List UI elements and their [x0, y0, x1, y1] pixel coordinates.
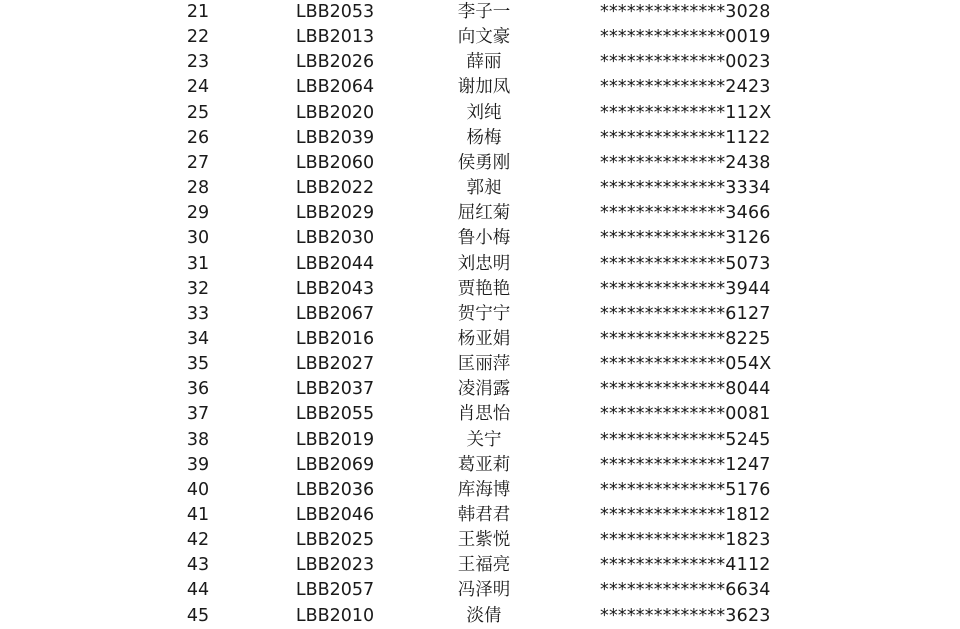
masked-id-card: **************3944 [600, 278, 771, 299]
student-name: 关宁 [466, 429, 502, 450]
student-id: LBB2013 [295, 27, 375, 48]
row-number: 26 [186, 127, 210, 148]
table-row [0, 478, 960, 503]
student-id: LBB2055 [295, 404, 375, 425]
masked-id-card: **************112X [600, 102, 772, 123]
table-row [0, 377, 960, 402]
student-id: LBB2067 [295, 303, 375, 324]
student-id: LBB2064 [295, 77, 375, 98]
student-id: LBB2037 [295, 379, 375, 400]
student-id: LBB2026 [295, 52, 375, 73]
masked-id-card: **************3126 [600, 228, 771, 249]
table-row [0, 0, 960, 25]
table-row [0, 101, 960, 126]
table-row [0, 176, 960, 201]
student-name: 王紫悦 [457, 530, 511, 551]
table-row [0, 201, 960, 226]
student-id: LBB2030 [295, 228, 375, 249]
student-id: LBB2044 [295, 253, 375, 274]
masked-id-card: **************3466 [600, 203, 771, 224]
student-name: 屈红菊 [457, 203, 511, 224]
student-name: 冯泽明 [457, 580, 511, 601]
row-number: 40 [186, 479, 210, 500]
masked-id-card: **************6127 [600, 303, 771, 324]
student-id: LBB2019 [295, 429, 375, 450]
row-number: 35 [186, 354, 210, 375]
row-number: 43 [186, 555, 210, 576]
student-name: 韩君君 [457, 505, 511, 525]
row-number: 33 [186, 303, 210, 324]
table-row [0, 75, 960, 100]
student-id: LBB2069 [295, 454, 375, 475]
student-name: 李子一 [457, 2, 511, 22]
student-name: 郭昶 [466, 178, 502, 199]
row-number: 42 [186, 530, 210, 551]
table-row [0, 352, 960, 377]
row-number: 22 [186, 27, 210, 48]
student-id: LBB2057 [295, 580, 375, 601]
student-name: 肖思怡 [457, 404, 511, 425]
masked-id-card: **************0081 [600, 404, 771, 425]
row-number: 31 [186, 253, 210, 274]
student-name: 刘纯 [466, 102, 502, 123]
row-number: 45 [186, 605, 210, 626]
masked-id-card: **************5176 [600, 479, 771, 500]
row-number: 24 [186, 77, 210, 98]
row-number: 21 [186, 2, 210, 22]
student-id: LBB2046 [295, 505, 375, 525]
table-row [0, 327, 960, 352]
student-name: 王福亮 [457, 555, 511, 576]
table-row [0, 226, 960, 251]
student-name: 淡倩 [466, 605, 502, 626]
student-name: 向文豪 [457, 27, 511, 48]
student-name: 侯勇刚 [457, 152, 511, 173]
row-number: 30 [186, 228, 210, 249]
row-number: 38 [186, 429, 210, 450]
table-row [0, 277, 960, 302]
masked-id-card: **************1247 [600, 454, 771, 475]
masked-id-card: **************3334 [600, 178, 771, 199]
student-name: 杨亚娟 [457, 328, 511, 349]
student-id: LBB2027 [295, 354, 375, 375]
student-name: 凌涓露 [457, 379, 511, 400]
table-row [0, 151, 960, 176]
table-row [0, 453, 960, 478]
student-id: LBB2010 [295, 605, 375, 626]
student-name: 匡丽萍 [457, 354, 511, 375]
masked-id-card: **************054X [600, 354, 772, 375]
table-row [0, 25, 960, 50]
student-id: LBB2053 [295, 2, 375, 22]
table-row [0, 252, 960, 277]
row-number: 34 [186, 328, 210, 349]
masked-id-card: **************5073 [600, 253, 771, 274]
table-row [0, 302, 960, 327]
student-id: LBB2020 [295, 102, 375, 123]
student-id: LBB2016 [295, 328, 375, 349]
student-id: LBB2025 [295, 530, 375, 551]
table-row [0, 604, 960, 629]
masked-id-card: **************0023 [600, 52, 771, 73]
student-id: LBB2029 [295, 203, 375, 224]
student-name: 谢加凤 [457, 77, 511, 98]
row-number: 23 [186, 52, 210, 73]
student-id: LBB2060 [295, 152, 375, 173]
row-number: 39 [186, 454, 210, 475]
masked-id-card: **************2423 [600, 77, 771, 98]
table-row [0, 503, 960, 528]
row-number: 29 [186, 203, 210, 224]
student-name: 葛亚莉 [457, 454, 511, 475]
student-name: 贺宁宁 [457, 303, 511, 324]
student-id: LBB2039 [295, 127, 375, 148]
masked-id-card: **************3623 [600, 605, 771, 626]
row-number: 27 [186, 152, 210, 173]
masked-id-card: **************6634 [600, 580, 771, 601]
table-row [0, 402, 960, 427]
masked-id-card: **************3028 [600, 2, 771, 22]
row-number: 28 [186, 178, 210, 199]
student-id: LBB2043 [295, 278, 375, 299]
table-row [0, 578, 960, 603]
masked-id-card: **************1823 [600, 530, 771, 551]
masked-id-card: **************1812 [600, 505, 771, 525]
row-number: 41 [186, 505, 210, 525]
masked-id-card: **************0019 [600, 27, 771, 48]
masked-id-card: **************5245 [600, 429, 771, 450]
masked-id-card: **************2438 [600, 152, 771, 173]
student-id: LBB2036 [295, 479, 375, 500]
row-number: 37 [186, 404, 210, 425]
table-row [0, 528, 960, 553]
row-number: 32 [186, 278, 210, 299]
student-id: LBB2022 [295, 178, 375, 199]
student-id: LBB2023 [295, 555, 375, 576]
masked-id-card: **************8225 [600, 328, 771, 349]
student-name: 薛丽 [466, 52, 502, 73]
table-row [0, 553, 960, 578]
masked-id-card: **************8044 [600, 379, 771, 400]
row-number: 25 [186, 102, 210, 123]
masked-id-card: **************1122 [600, 127, 771, 148]
masked-id-card: **************4112 [600, 555, 771, 576]
table-row [0, 126, 960, 151]
student-name: 鲁小梅 [457, 228, 511, 249]
student-name: 贾艳艳 [457, 278, 511, 299]
row-number: 36 [186, 379, 210, 400]
student-name: 刘忠明 [457, 253, 511, 274]
row-number: 44 [186, 580, 210, 601]
table-row [0, 428, 960, 453]
student-name: 库海博 [457, 479, 511, 500]
student-name: 杨梅 [466, 127, 502, 148]
table-row [0, 50, 960, 75]
